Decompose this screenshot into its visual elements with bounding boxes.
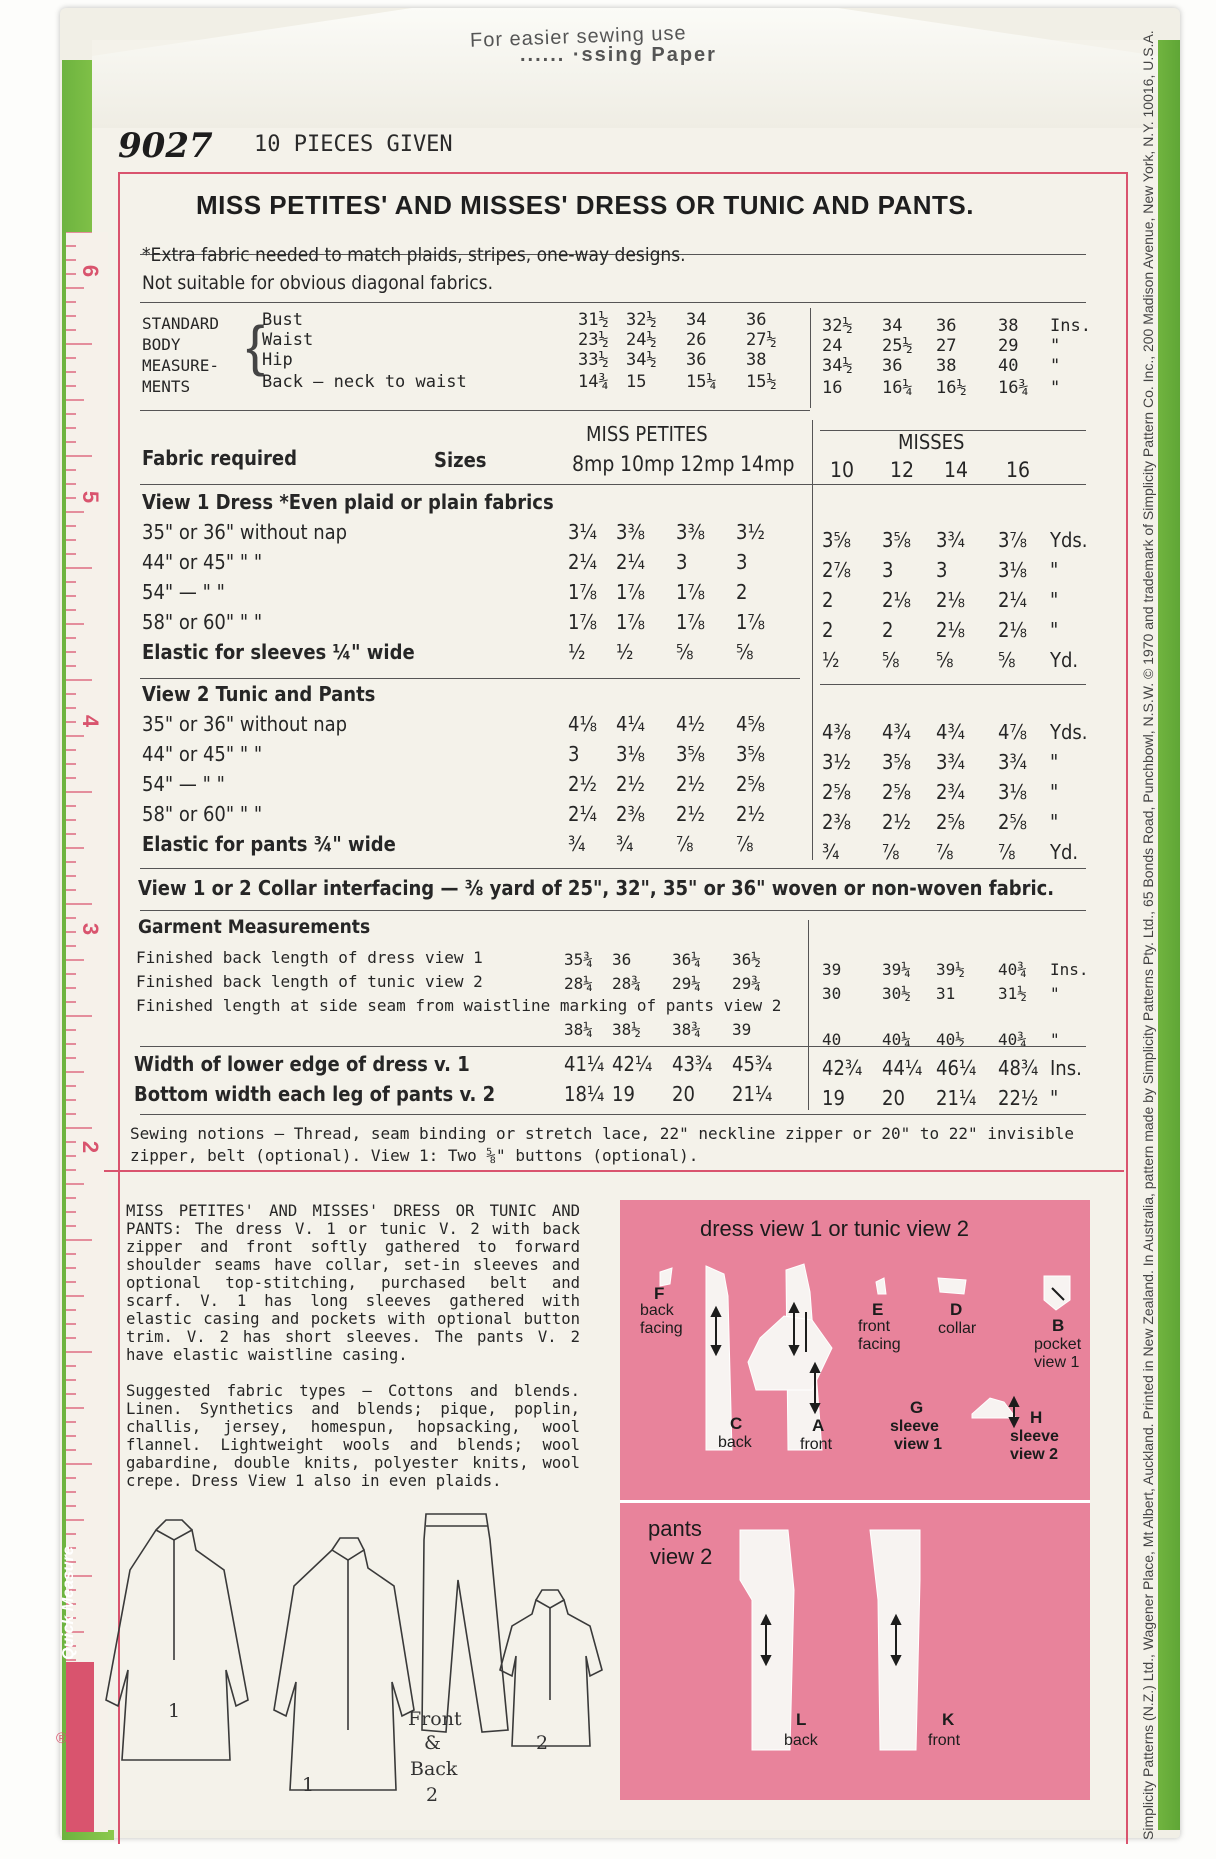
ruler-number-6: 6 [78,264,104,278]
bm-misses-cell: 38 [998,316,1019,336]
note-extra-fabric: *Extra fabric needed to match plaids, stripes, one-way designs. [142,244,686,266]
garment-row1-petites: 36½ [732,950,761,969]
pattern-pieces-diagram [620,1200,1090,1800]
garment-row3-misses: 40¾ [998,1030,1027,1049]
garment-row2-label: Finished back length of tunic view 2 [136,972,483,991]
view2-misses-cell: 3⅛ [998,780,1027,804]
view1-misses-cell: 2 [822,618,834,642]
view1-misses-cell: 2⅛ [936,618,965,642]
view2-row-label: Elastic for pants ¾" wide [142,832,396,856]
view1-petites-cell: 1⅞ [736,610,765,634]
sizes-label: Sizes [434,448,487,472]
bm-misses-cell: 40 [998,356,1019,376]
garment-row4-misses: 46¼ [936,1056,977,1080]
garment-row4-misses: 42¾ [822,1056,863,1080]
garment-row5-petites: 21¼ [732,1082,773,1106]
view2-misses-cell: 4⅜ [822,720,851,744]
view2-petites-cell: 4⅝ [736,712,765,736]
view2-misses-cell: 3⅝ [882,750,911,774]
view1-petites-cell: 3 [676,550,688,574]
misses-heading: MISSES [898,430,965,454]
view2-misses-cell: 2⅝ [882,780,911,804]
figure-label-back: Back [410,1758,458,1780]
garment-row4-petites: 42¼ [612,1052,653,1076]
view2-petites-cell: 3⅛ [616,742,645,766]
view2-misses-cell: ⅞ [998,840,1016,864]
view1-unit: " [1050,618,1059,642]
view2-petites-cell: 2½ [616,772,645,796]
size-misses-16: 16 [1006,458,1031,482]
ruler-number-4: 4 [78,714,104,728]
ruler-number-5: 5 [78,490,104,504]
view2-misses-cell: 2¾ [936,780,965,804]
size-petites-10mp: 10mp [620,452,675,476]
view2-misses-cell: 3¾ [936,750,965,774]
pants-subheading: view 2 [650,1544,713,1569]
garment-row1-misses: 39½ [936,960,965,979]
sizes-rule [140,484,1086,485]
flap-note-2: ...... ·ssing Paper [520,44,717,66]
dress-view1-front-sketch [106,1520,248,1760]
registered-mark: ® [56,1730,68,1747]
garment-row3-petites: 38½ [612,1020,641,1039]
bm-label-3: MEASURE- [142,356,220,375]
piece-c-back [706,1266,732,1450]
bm-unit: Ins. [1050,316,1091,336]
garment-row2-petites: 28¾ [612,974,641,993]
piece-b-label2: view 1 [1034,1354,1080,1371]
collar-rule [140,910,1086,911]
view1-petites-cell: 2 [736,580,748,604]
bm-unit: " [1050,356,1061,376]
piece-c-letter: C [730,1414,743,1433]
garment-row5-unit: " [1050,1086,1059,1110]
piece-k-label: front [928,1732,961,1749]
view1-rule-left [140,678,800,679]
piece-c-label: back [718,1434,752,1451]
view2-petites-cell: 4½ [676,712,705,736]
bm-petites-cell: 15½ [746,372,777,392]
view2-misses-cell: 2⅜ [822,810,851,834]
garment-row5-misses: 22½ [998,1086,1039,1110]
view2-row-label: 44" or 45" " " [142,742,263,766]
bm-unit: " [1050,336,1061,356]
bm-unit: " [1050,378,1061,398]
bm-petites-cell: 36 [686,350,707,370]
view1-petites-cell: 1⅞ [616,580,645,604]
garment-row3-misses: 40½ [936,1030,965,1049]
view2-misses-cell: 4⅞ [998,720,1027,744]
notes-rule [140,302,1086,303]
view1-heading: View 1 Dress *Even plaid or plain fabrics [142,490,554,514]
view1-petites-cell: 1⅞ [676,610,705,634]
figure-label-1b: 1 [302,1774,315,1796]
piece-h-letter: H [1030,1408,1043,1427]
view2-misses-cell: 4¾ [936,720,965,744]
view1-petites-cell: 3½ [736,520,765,544]
view1-row-label: Elastic for sleeves ¼" wide [142,640,415,664]
bm-misses-cell: 27 [936,336,957,356]
garment-row5-misses: 19 [822,1086,845,1110]
view2-misses-cell: ¾ [822,840,840,864]
view1-misses-cell: 2⅛ [998,618,1027,642]
bm-misses-cell: 16½ [936,378,967,398]
garment-row1-petites: 36 [612,950,632,969]
garment-row2-petites: 28¼ [564,974,593,993]
view1-misses-cell: 3⅝ [882,528,911,552]
pants-heading: pants [648,1516,702,1541]
view1-misses-cell: 3¾ [936,528,965,552]
piece-a-letter: A [812,1416,825,1435]
piece-g-label1: sleeve [890,1418,939,1435]
garment-row5-misses: 21¼ [936,1086,977,1110]
figure-label-front: Front [408,1708,462,1730]
garment-bottom-rule [140,1114,1086,1115]
ruler-label: Quick Measure [60,1546,77,1660]
bm-misses-cell: 24 [822,336,843,356]
view2-row-label: 54" — " " [142,772,225,796]
view2-heading: View 2 Tunic and Pants [142,682,376,706]
view2-petites-cell: 4¼ [616,712,645,736]
garment-row4-unit: Ins. [1050,1056,1082,1080]
garment-row2-misses: 31½ [998,984,1027,1003]
view2-misses-cell: 2⅝ [822,780,851,804]
view1-petites-cell: ½ [568,640,586,664]
fabric-types: Suggested fabric types — Cottons and blends. Linen. Synthetics and blends; pique, poplin, challis, jersey, homespun, hopsacking, wool flannel. Lightweight wools and blends; wool gabardine, double knits, polyester knits, wool crepe. Dress View 1 also in even plaids. [126,1382,580,1490]
bm-petites-cell: 23½ [578,330,609,350]
garment-row4-misses: 48¾ [998,1056,1039,1080]
fabric-required-label: Fabric required [142,446,298,470]
bm-petites-cell: 27½ [746,330,777,350]
view1-petites-cell: 1⅞ [568,610,597,634]
piece-f-letter: F [654,1284,665,1303]
petites-heading: MISS PETITES [586,422,708,446]
view1-unit: " [1050,588,1059,612]
bm-divider [810,308,811,408]
garment-row1-petites: 36¼ [672,950,701,969]
note-diagonal: Not suitable for obvious diagonal fabrics. [142,272,494,294]
size-misses-14: 14 [944,458,969,482]
view2-petites-cell: ⅞ [736,832,754,856]
piece-h-sleeve [972,1398,1016,1418]
garment-row3-misses: 40 [822,1030,842,1049]
garment-heading: Garment Measurements [138,916,371,938]
view1-unit: Yds. [1050,528,1088,552]
garment-row3-petites: 38¼ [564,1020,593,1039]
view2-petites-cell: 2½ [736,802,765,826]
size-petites-14mp: 14mp [740,452,795,476]
bm-misses-cell: 29 [998,336,1019,356]
view2-petites-cell: 2⅜ [616,802,645,826]
piece-d-collar [938,1278,966,1294]
figure-label-1a: 1 [168,1700,181,1722]
view1-petites-cell: 1⅞ [676,580,705,604]
piece-a-label: front [800,1436,833,1453]
garment-row4-petites: 41¼ [564,1052,605,1076]
view1-misses-cell: 3 [936,558,948,582]
bm-misses-cell: 16¼ [882,378,913,398]
view2-misses-cell: 3¾ [998,750,1027,774]
bm-misses-cell: 34 [882,316,903,336]
garment-row3-misses: 40¼ [882,1030,911,1049]
view1-row-label: 35" or 36" without nap [142,520,348,544]
garment-row4-petites: 45¾ [732,1052,773,1076]
garment-row1-label: Finished back length of dress view 1 [136,948,483,967]
figure-label-amp: & [424,1732,441,1754]
pattern-title: MISS PETITES' AND MISSES' DRESS OR TUNIC AND PANTS. [196,190,974,220]
view1-misses-cell: ⅝ [936,648,954,672]
garment-row5-misses: 20 [882,1086,905,1110]
collar-interfacing: View 1 or 2 Collar interfacing — ⅜ yard of 25", 32", 35" or 36" woven or non-woven fabric. [138,876,1055,900]
ruler-number-3: 3 [78,922,104,936]
garment-row4-petites: 43¾ [672,1052,713,1076]
pieces-given: 10 PIECES GIVEN [254,132,453,157]
view2-unit: " [1050,750,1059,774]
view1-petites-cell: 2¼ [616,550,645,574]
garment-row1-misses: 39 [822,960,842,979]
garment-row4-misses: 44¼ [882,1056,923,1080]
dress-view1-back-sketch [274,1538,414,1790]
garment-row5-petites: 18¼ [564,1082,605,1106]
view2-unit: " [1050,810,1059,834]
bm-misses-cell: 38 [936,356,957,376]
view1-petites-cell: 3 [736,550,748,574]
bm-row-name: Bust [262,310,303,330]
garment-row2-misses: 30 [822,984,842,1003]
view2-petites-cell: ¾ [616,832,634,856]
bm-petites-cell: 32½ [626,310,657,330]
figure-label-2b: 2 [536,1732,549,1754]
view1-petites-cell: 2¼ [568,550,597,574]
view2-petites-cell: 2½ [676,802,705,826]
garment-row1-unit: Ins. [1050,960,1089,979]
view2-unit: Yds. [1050,720,1088,744]
figure-label-2a: 2 [426,1784,439,1806]
garment-sketches [96,1510,616,1840]
view1-misses-cell: ½ [822,648,840,672]
bm-misses-cell: 36 [936,316,957,336]
view1-petites-cell: 1⅞ [616,610,645,634]
bm-row-name: Hip [262,350,293,370]
bm-petites-cell: 24½ [626,330,657,350]
piece-d-letter: D [950,1300,963,1319]
view2-petites-cell: 4⅛ [568,712,597,736]
piece-e-front-facing [876,1278,886,1294]
view1-petites-cell: 3⅜ [616,520,645,544]
garment-row1-misses: 40¾ [998,960,1027,979]
piece-b-letter: B [1052,1316,1065,1335]
view2-misses-cell: 2⅝ [936,810,965,834]
garment-row4-label: Width of lower edge of dress v. 1 [134,1052,470,1076]
bm-row-name: Waist [262,330,314,350]
bm-petites-cell: 26 [686,330,707,350]
bm-misses-cell: 34½ [822,356,853,376]
view2-petites-cell: 2½ [568,772,597,796]
piece-g-label2: view 1 [894,1436,943,1453]
view1-misses-cell: 2¼ [998,588,1027,612]
piece-k-letter: K [942,1710,955,1729]
garment-row3-petites: 38¾ [672,1020,701,1039]
view2-petites-cell: 2½ [676,772,705,796]
bm-petites-cell: 34 [686,310,707,330]
ruler-number-2: 2 [78,1140,104,1154]
view2-misses-cell: 3½ [822,750,851,774]
view2-petites-cell: ⅞ [676,832,694,856]
bm-petites-cell: 38 [746,350,767,370]
bm-petites-cell: 14¾ [578,372,609,392]
piece-l-letter: L [796,1710,807,1729]
garment-row5-petites: 20 [672,1082,695,1106]
size-divider-1 [812,420,813,860]
garment-row1-petites: 35¾ [564,950,593,969]
flap-note: For easier sewing use [469,22,687,52]
garment-row3-petites: 39 [732,1020,752,1039]
view2-misses-cell: 2⅝ [998,810,1027,834]
garment-row3-label: Finished length at side seam from waistline marking of pants view 2 [136,996,782,1015]
tunic-view2-sketch [500,1590,602,1746]
view1-misses-cell: 3⅛ [998,558,1027,582]
view1-rule-right [820,684,1086,685]
view1-petites-cell: 3¼ [568,520,597,544]
view2-unit: " [1050,780,1059,804]
view1-unit: Yd. [1050,648,1079,672]
view1-misses-cell: ⅝ [998,648,1016,672]
bm-petites-cell: 36 [746,310,767,330]
view1-petites-cell: 1⅞ [568,580,597,604]
piece-b-label1: pocket [1034,1336,1082,1353]
view1-petites-cell: ½ [616,640,634,664]
view2-misses-cell: 2½ [882,810,911,834]
view1-misses-cell: 3⅞ [998,528,1027,552]
garment-row5-petites: 19 [612,1082,635,1106]
notions-line2: zipper, belt (optional). View 1: Two ⅝" buttons (optional). [130,1146,699,1165]
view1-misses-cell: 3⅝ [822,528,851,552]
bm-misses-cell: 16 [822,378,843,398]
piece-e-label1: front [858,1318,891,1335]
bm-petites-cell: 15 [626,372,647,392]
view2-misses-cell: ⅞ [882,840,900,864]
size-petites-12mp: 12mp [680,452,735,476]
bm-row-name: Back — neck to waist [262,372,467,392]
garment-divider [808,920,809,1110]
view1-petites-cell: 3⅜ [676,520,705,544]
view2-petites-cell: 3⅝ [736,742,765,766]
view2-misses-cell: 4¾ [882,720,911,744]
bm-petites-cell: 33½ [578,350,609,370]
view2-rule [140,868,1086,869]
piece-h-label1: sleeve [1010,1428,1059,1445]
garment-rule [140,1046,1086,1047]
bm-petites-cell: 34½ [626,350,657,370]
size-misses-10: 10 [830,458,855,482]
piece-h-label2: view 2 [1010,1446,1059,1463]
bm-misses-cell: 16¾ [998,378,1029,398]
piece-d-label: collar [938,1320,977,1337]
piece-e-label2: facing [858,1336,901,1353]
bm-misses-cell: 36 [882,356,903,376]
view1-misses-cell: 2 [882,618,894,642]
garment-row2-unit: " [1050,984,1060,1003]
view2-unit: Yd. [1050,840,1079,864]
view1-misses-cell: 2 [822,588,834,612]
size-misses-12: 12 [890,458,915,482]
view1-misses-cell: ⅝ [882,648,900,672]
piece-f-label1: back [640,1302,674,1319]
garment-row2-petites: 29¼ [672,974,701,993]
piece-g-letter: G [910,1398,924,1417]
bm-label-2: BODY [142,335,181,354]
bm-petites-cell: 15¼ [686,372,717,392]
view2-row-label: 58" or 60" " " [142,802,263,826]
bm-misses-cell: 32½ [822,316,853,336]
view1-row-label: 58" or 60" " " [142,610,263,634]
garment-row5-label: Bottom width each leg of pants v. 2 [134,1082,496,1106]
view1-misses-cell: 2⅛ [882,588,911,612]
garment-row3-unit: " [1050,1030,1060,1049]
size-petites-8mp: 8mp [572,452,615,476]
bm-petites-cell: 31½ [578,310,609,330]
view2-petites-cell: ¾ [568,832,586,856]
frame-divider [104,1170,1124,1172]
view1-row-label: 44" or 45" " " [142,550,263,574]
pattern-description: MISS PETITES' AND MISSES' DRESS OR TUNIC AND PANTS: The dress V. 1 or tunic V. 2 with back zipper and front softly gathered to forward shoulder seams have collar, set-in sleeves and optional top-stitching, purchased belt and scarf. V. 1 has long sleeves gathered with elastic casing and pockets with optional button trim. V. 2 has short sleeves. The pants V. 2 have elastic waistline casing. [126,1202,580,1364]
view2-petites-cell: 3 [568,742,580,766]
view1-row-label: 54" — " " [142,580,225,604]
view1-misses-cell: 2⅛ [936,588,965,612]
pants-sketch [422,1514,508,1732]
view1-petites-cell: ⅝ [736,640,754,664]
view2-row-label: 35" or 36" without nap [142,712,348,736]
pattern-number: 9027 [118,126,213,166]
piece-g-sleeve [748,1316,832,1390]
bm-misses-cell: 25½ [882,336,913,356]
bm-label-1: STANDARD [142,314,220,333]
piece-e-letter: E [872,1300,884,1319]
bm-brace: { [246,314,265,377]
piece-f-label2: facing [640,1320,683,1337]
publisher-info: Simplicity Patterns (N.Z.) Ltd., Wagener Place, Mt Albert, Auckland. Printed in New Zealand. In Australia, pattern made by Simplicity Patterns Pty. Ltd., 65 Bonds Road, Punchbowl, N.S.W. © 1970 and trademark of Simplicity Pattern Co. Inc., 200 Madison Avenue, New York, N.Y. 10016, U.S.A. [1140,30,1156,1840]
garment-row1-misses: 39¼ [882,960,911,979]
view1-unit: " [1050,558,1059,582]
piece-l-label: back [784,1732,818,1749]
bm-rule-left [140,410,810,411]
view1-misses-cell: 2⅞ [822,558,851,582]
view2-petites-cell: 2¼ [568,802,597,826]
notions-line1: Sewing notions — Thread, seam binding or stretch lace, 22" neckline zipper or 20" to 22" invisible [130,1124,1075,1143]
view1-petites-cell: ⅝ [676,640,694,664]
bm-label-4: MENTS [142,377,191,396]
view1-misses-cell: 3 [882,558,894,582]
view2-petites-cell: 3⅝ [676,742,705,766]
view2-misses-cell: ⅞ [936,840,954,864]
garment-row2-petites: 29¾ [732,974,761,993]
view2-petites-cell: 2⅝ [736,772,765,796]
garment-row2-misses: 30½ [882,984,911,1003]
garment-row2-misses: 31 [936,984,956,1003]
pieces-heading: dress view 1 or tunic view 2 [700,1216,969,1241]
